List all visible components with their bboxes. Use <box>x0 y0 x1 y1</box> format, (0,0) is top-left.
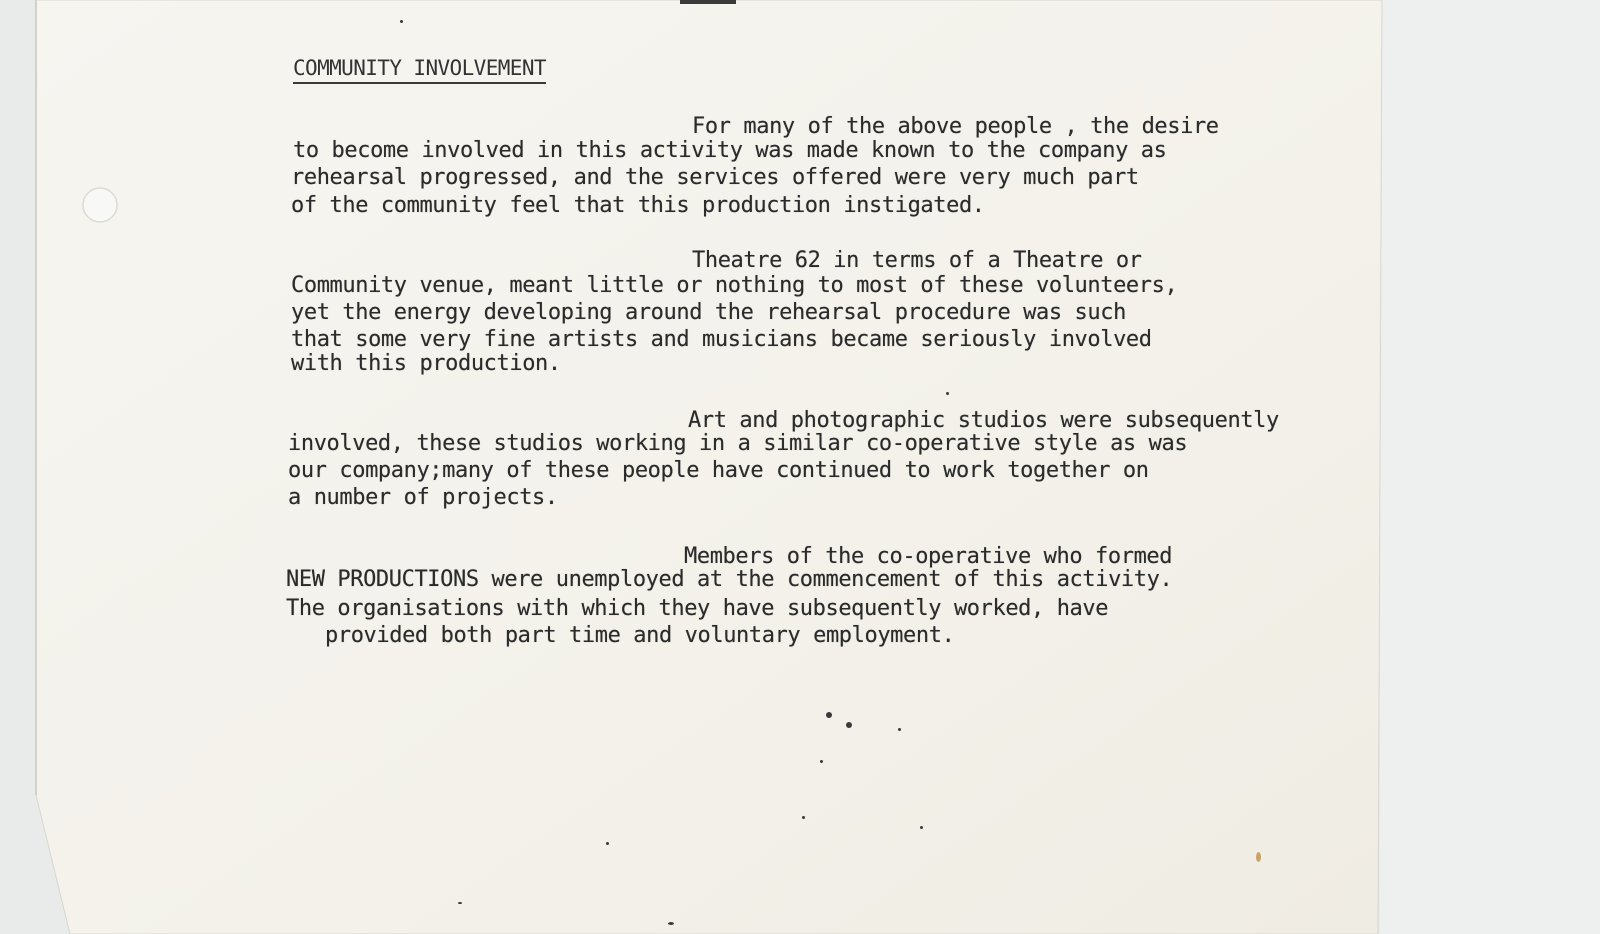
paragraph-line: Members of the co-operative who formed <box>684 544 1173 569</box>
ink-speck <box>946 392 949 395</box>
ink-speck <box>606 842 609 845</box>
paragraph-line: NEW PRODUCTIONS were unemployed at the commencement of this activity. <box>286 567 1173 592</box>
paragraph-line: Community venue, meant little or nothing to most of these volunteers, <box>291 273 1178 298</box>
ink-speck <box>802 816 805 819</box>
paragraph-line: a number of projects. <box>288 485 558 510</box>
ink-speck <box>920 826 923 829</box>
section-heading: COMMUNITY INVOLVEMENT <box>293 55 546 84</box>
paragraph-line: that some very fine artists and musicians became seriously involved <box>291 327 1152 352</box>
paragraph-line: Art and photographic studios were subsequently <box>688 408 1279 433</box>
ink-speck <box>898 728 901 731</box>
ink-speck <box>846 722 852 728</box>
paragraph-line: our company;many of these people have continued to work together on <box>288 458 1149 483</box>
ink-speck <box>826 712 832 718</box>
paragraph-line: with this production. <box>291 351 561 376</box>
paragraph-line: involved, these studios working in a similar co-operative style as was <box>288 431 1188 456</box>
paragraph-line: The organisations with which they have subsequently worked, have <box>286 596 1109 621</box>
stain-speck <box>1256 852 1261 862</box>
paragraph-line: provided both part time and voluntary employment. <box>325 623 955 648</box>
ink-speck <box>668 922 674 925</box>
ink-speck <box>458 902 462 904</box>
ink-speck <box>820 760 823 763</box>
paragraph-line: of the community feel that this production instigated. <box>291 193 985 218</box>
paragraph-line: to become involved in this activity was made known to the company as <box>293 138 1167 163</box>
paragraph-line: Theatre 62 in terms of a Theatre or <box>692 248 1142 273</box>
paragraph-line: rehearsal progressed, and the services offered were very much part <box>291 165 1139 190</box>
ink-speck <box>400 20 403 23</box>
paragraph-line: yet the energy developing around the rehearsal procedure was such <box>291 300 1126 325</box>
paragraph-line: For many of the above people , the desire <box>692 114 1219 139</box>
